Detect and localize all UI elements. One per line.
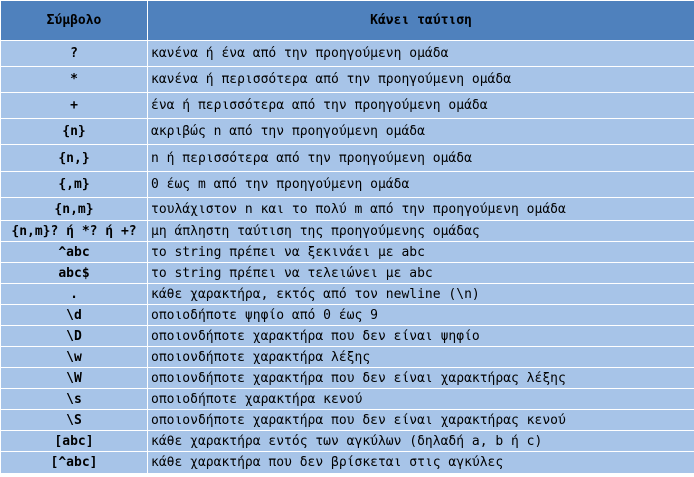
table-row	[1, 368, 694, 389]
description-cell: οποιονδήποτε χαρακτήρα που δεν είναι χαρακτήρας κενού	[148, 410, 694, 431]
description-cell: κανένα ή ένα από την προηγούμενη ομάδα	[148, 41, 694, 67]
symbol-cell: \S	[1, 410, 148, 431]
symbol-cell: {n,m}? ή *? ή +?	[1, 221, 148, 242]
symbol-cell: +	[1, 93, 148, 119]
symbol-cell: .	[1, 284, 148, 305]
symbol-cell: {n,}	[1, 145, 148, 172]
symbol-cell: {n}	[1, 119, 148, 145]
table-row	[1, 172, 694, 198]
symbol-cell: \D	[1, 326, 148, 347]
table-row	[1, 431, 694, 452]
table-row	[1, 326, 694, 347]
matches-column-header: Κάνει ταύτιση	[148, 1, 694, 41]
symbol-cell: \w	[1, 347, 148, 368]
description-cell: τουλάχιστον n και το πολύ m από την προηγούμενη ομάδα	[148, 198, 694, 221]
symbol-cell: \d	[1, 305, 148, 326]
table-row	[1, 41, 694, 67]
description-cell: οποιονδήποτε χαρακτήρα που δεν είναι χαρακτήρας λέξης	[148, 368, 694, 389]
table-row	[1, 284, 694, 305]
table-header-row	[1, 1, 694, 41]
description-cell: κάθε χαρακτήρα εντός των αγκύλων (δηλαδή a, b ή c)	[148, 431, 694, 452]
table-row	[1, 305, 694, 326]
table-row	[1, 198, 694, 221]
description-cell: n ή περισσότερα από την προηγούμενη ομάδα	[148, 145, 694, 172]
description-cell: το string πρέπει να ξεκινάει με abc	[148, 242, 694, 263]
symbol-cell: ^abc	[1, 242, 148, 263]
table-body	[1, 41, 694, 474]
table-row	[1, 242, 694, 263]
table-row	[1, 93, 694, 119]
table-row	[1, 347, 694, 368]
symbol-cell: {,m}	[1, 172, 148, 198]
symbol-cell: abc$	[1, 263, 148, 284]
description-cell: οποιοδήποτε χαρακτήρα κενού	[148, 389, 694, 410]
table-row	[1, 263, 694, 284]
symbol-cell: \W	[1, 368, 148, 389]
table-row	[1, 452, 694, 474]
description-cell: ακριβώς n από την προηγούμενη ομάδα	[148, 119, 694, 145]
table-row	[1, 389, 694, 410]
description-cell: το string πρέπει να τελειώνει με abc	[148, 263, 694, 284]
description-cell: 0 έως m από την προηγούμενη ομάδα	[148, 172, 694, 198]
symbol-column-header: Σύμβολο	[1, 1, 148, 41]
description-cell: οποιονδήποτε χαρακτήρα λέξης	[148, 347, 694, 368]
table-row	[1, 145, 694, 172]
description-cell: κάθε χαρακτήρα που δεν βρίσκεται στις αγκύλες	[148, 452, 694, 474]
description-cell: οποιονδήποτε χαρακτήρα που δεν είναι ψηφίο	[148, 326, 694, 347]
description-cell: ένα ή περισσότερα από την προηγούμενη ομάδα	[148, 93, 694, 119]
description-cell: κάθε χαρακτήρα, εκτός από τον newline (\n)	[148, 284, 694, 305]
table-row	[1, 119, 694, 145]
symbol-cell: \s	[1, 389, 148, 410]
description-cell: μη άπληστη ταύτιση της προηγούμενης ομάδας	[148, 221, 694, 242]
table-row	[1, 67, 694, 93]
table-row	[1, 410, 694, 431]
symbol-cell: [^abc]	[1, 452, 148, 474]
symbol-cell: [abc]	[1, 431, 148, 452]
table-row	[1, 221, 694, 242]
description-cell: οποιοδήποτε ψηφίο από 0 έως 9	[148, 305, 694, 326]
description-cell: κανένα ή περισσότερα από την προηγούμενη ομάδα	[148, 67, 694, 93]
symbol-cell: *	[1, 67, 148, 93]
symbol-cell: {n,m}	[1, 198, 148, 221]
symbol-cell: ?	[1, 41, 148, 67]
